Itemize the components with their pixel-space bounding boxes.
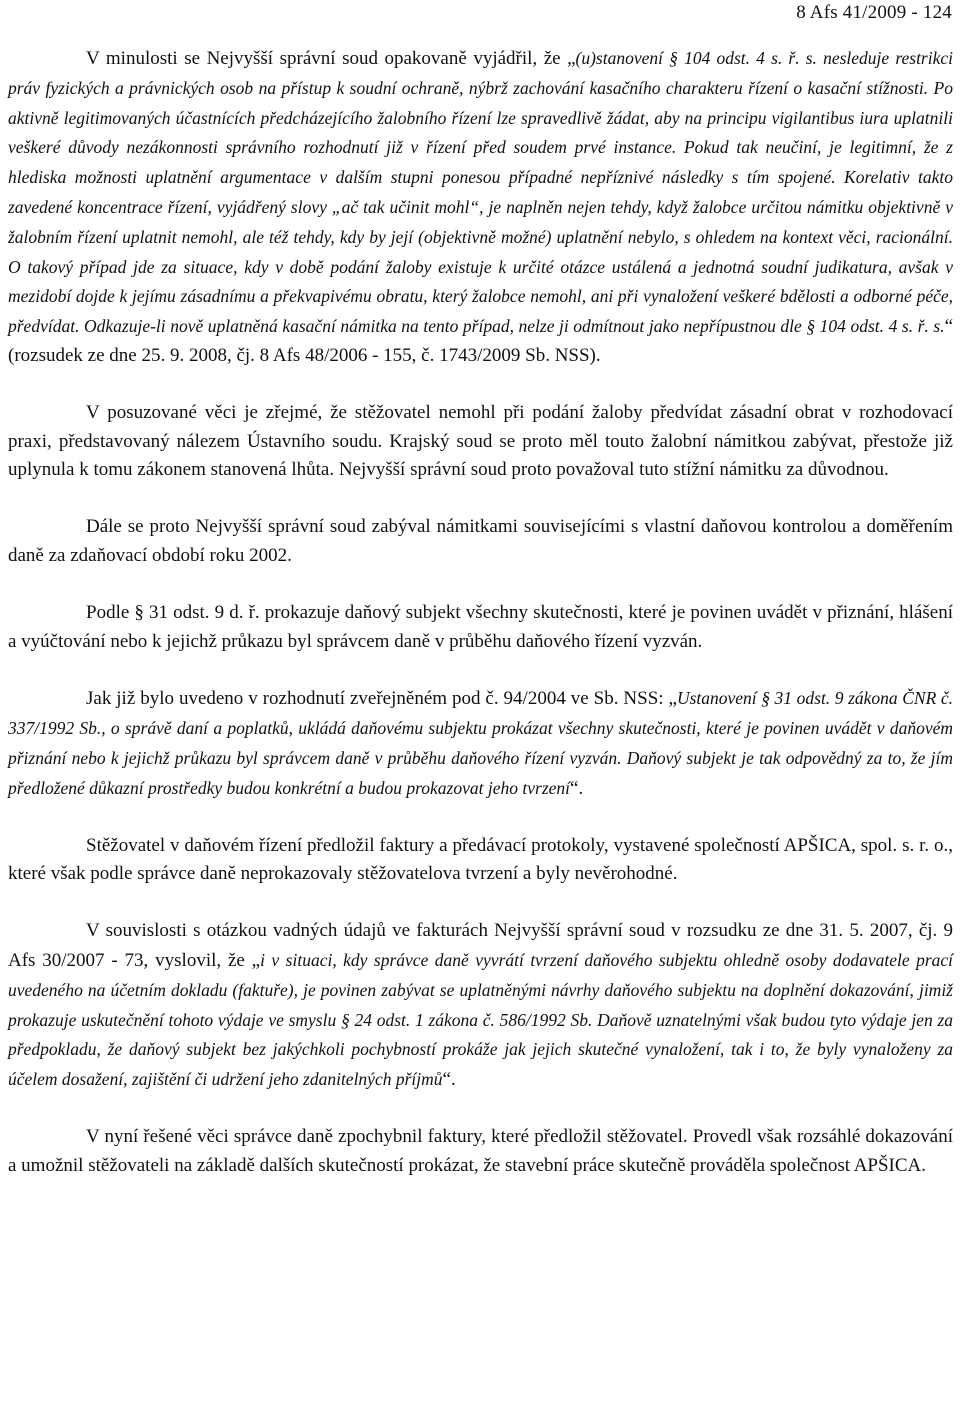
- text-run: V minulosti se Nejvyšší správní soud opakovaně vyjádřil, že „: [86, 48, 576, 69]
- text-run: V nyní řešené věci správce daně zpochybnil faktury, které předložil stěžovatel. Provedl však rozsáhlé dokazování a umožnil stěžovateli na základě dalších skutečností prokázat, že stavební práce skutečně prováděla společnost APŠICA.: [8, 1125, 953, 1176]
- paragraph-1: [8, 44, 953, 371]
- quoted-judgment-text: Ustanovení § 31 odst. 9 zákona ČNR č. 337/1992 Sb., o správě daní a poplatků, ukládá daňovému subjektu prokázat všechny skutečnosti, které je povinen uvádět v daňovém přiznání nebo k jejichž průkazu byl správcem daně v průběhu daňového řízení vyzván. Daňový subjekt je tak odpovědný za to, že jím předložené důkazní prostředky budou konkrétní a budou prokazovat jeho tvrzení: [8, 688, 953, 798]
- text-run: Stěžovatel v daňovém řízení předložil faktury a předávací protokoly, vystavené společností APŠICA, spol. s. r. o., které však podle správce daně neprokazovaly stěžovatelova tvrzení a byly nevěrohodné.: [8, 834, 953, 885]
- paragraph-4: [8, 599, 953, 657]
- text-run: “.: [442, 1069, 456, 1091]
- text-run: Dále se proto Nejvyšší správní soud zabýval námitkami souvisejícími s vlastní daňovou kontrolou a doměřením daně za zdaňovací období roku 2002.: [8, 516, 953, 566]
- text-run: “.: [570, 777, 584, 799]
- text-run: V posuzované věci je zřejmé, že stěžovatel nemohl při podání žaloby předvídat zásadní obrat v rozhodovací praxi, představovaný nálezem Ústavního soudu. Krajský soud se proto měl touto žalobní námitkou zabývat, přestože již uplynula k tomu zákonem stanovená lhůta. Nejvyšší správní soud proto považoval tuto stížní námitku za důvodnou.: [8, 401, 953, 481]
- page-number: 8 Afs 41/2009 - 124: [796, 2, 952, 23]
- text-run: “ (rozsudek ze dne 25. 9. 2008, čj. 8 Afs 48/2006 - 155, č. 1743/2009 Sb. NSS).: [8, 316, 953, 366]
- quoted-judgment-text: i v situaci, kdy správce daně vyvrátí tvrzení daňového subjektu ohledně osoby dodavatele prací uvedeného na účetním dokladu (faktuře), je povinen zabývat se uplatněnými návrhy daňového subjektu na doplnění dokazování, jimiž prokazuje uskutečnění tohoto výdaje ve smyslu § 24 odst. 1 zákona č. 586/1992 Sb. Daňově uznatelnými však budou tyto výdaje jen za předpokladu, že daňový subjekt bez jakýchkoli pochybností prokáže jak jejich skutečné vynaložení, tak i to, že byly vynaloženy za účelem dosažení, zajištění či udržení jeho zdanitelných příjmů: [8, 949, 954, 1090]
- text-run: Jak již bylo uvedeno v rozhodnutí zveřejněném pod č. 94/2004 ve Sb. NSS: „: [86, 688, 677, 710]
- document-body: [8, 44, 953, 1181]
- paragraph-5: [8, 684, 953, 803]
- quoted-judgment-text: (u)stanovení § 104 odst. 4 s. ř. s. nesleduje restrikci práv fyzických a právnických osob na přístup k soudní ochraně, nýbrž zachování kasačního charakteru řízení o kasační stížnosti. Po aktivně legitimovaných účastnících předcházejícího žalobního řízení lze spravedlivě žádat, aby na principu vigilantibus iura uplatnili veškeré důvody nezákonnosti správního rozhodnutí již v řízení před soudem prvé instance. Pokud tak neučiní, je legitimní, že z hlediska možnosti uplatnění argumentace v dalším stupni ponesou případné nepříznivé následky s tím spojené. Korelativ takto zavedené koncentrace řízení, vyjádřený slovy „ač tak učinit mohl“, je naplněn nejen tehdy, když žalobce určitou námitku objektivně v žalobním řízení uplatnit nemohl, ale též tehdy, kdy by její (objektivně možné) uplatnění nebylo, s ohledem na kontext věci, racionální. O takový případ jde za situace, kdy v době podání žaloby existuje k určité otázce ustálená a jednotná soudní judikatura, avšak v mezidobí dojde k jejímu zásadnímu a překvapivému obratu, který žalobce nemohl, ani při vynaložení veškeré bdělosti a odborné péče, předvídat. Odkazuje-li nově uplatněná kasační námitka na tento případ, nelze ji odmítnout jako nepřípustnou dle § 104 odst. 4 s. ř. s.: [8, 48, 953, 337]
- text-run: Podle § 31 odst. 9 d. ř. prokazuje daňový subjekt všechny skutečnosti, které je povinen uvádět v přiznání, hlášení a vyúčtování nebo k jejichž průkazu byl správcem daně v průběhu daňového řízení vyzván.: [8, 601, 953, 652]
- paragraph-8: [8, 1123, 953, 1181]
- paragraph-6: [8, 832, 953, 890]
- text-run: V souvislosti s otázkou vadných údajů ve fakturách Nejvyšší správní soud v rozsudku ze dne 31. 5. 2007, čj. 9 Afs 30/2007 - 73, vyslovil, že „: [8, 920, 953, 971]
- paragraph-2: [8, 399, 953, 485]
- paragraph-7: [8, 917, 953, 1095]
- paragraph-3: [8, 513, 953, 571]
